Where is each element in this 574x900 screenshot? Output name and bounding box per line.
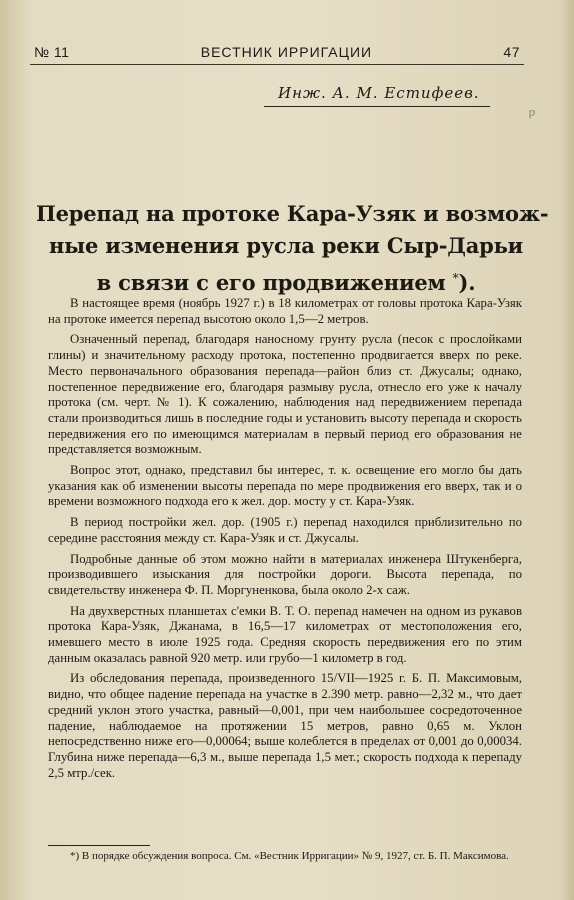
footnote-rule bbox=[48, 845, 150, 846]
header-rule bbox=[30, 64, 524, 65]
paragraph: Подробные данные об этом можно найти в материалах инженера Штукенберга, производившего изыскания для постройки дороги. Высота перепада, по свидетельству инженера Ф. П. Моргуненкова, была около 2-х саж. bbox=[48, 551, 522, 597]
issue-number: № 11 bbox=[34, 44, 70, 60]
title-line-3 bbox=[36, 262, 536, 299]
paragraph: Означенный перепад, благодаря наносному грунту русла (песок с прослойками глины) и значительному расходу протока, постепенно продвигается вверх по реке. Место первоначального образования перепада—район близ ст. Джусалы; однако, постепенное передвижение его, благодаря размыву русла, отнесло его уже к началу протока (см. черт. № 1). К сожалению, наблюдения над передвижением перепада стали производиться лишь в последние годы и установить высоту перепада и скорость передвижения его по имеющимся материалам в первый период его образования не представляется возможным. bbox=[48, 332, 522, 457]
author-line: Инж. А. М. Естифеев. bbox=[278, 84, 480, 102]
article-body bbox=[48, 296, 522, 786]
journal-title: ВЕСТНИК ИРРИГАЦИИ bbox=[200, 44, 373, 60]
title-line-3-text: в связи с его продвижением bbox=[96, 270, 446, 295]
page-number: 47 bbox=[503, 44, 520, 60]
margin-note: р bbox=[526, 105, 537, 120]
footnote-text: *) В порядке обсуждения вопроса. См. «Вестник Ирригации» № 9, 1927, ст. Б. П. Максимова. bbox=[70, 850, 509, 862]
running-header bbox=[34, 44, 520, 64]
paragraph: На двухверстных планшетах с'емки В. Т. О. перепад намечен на одном из рукавов протока Кара-Узяк, Джанама, в 16,5—17 километрах от местоположения его, имевшего место в июле 1925 года. Средняя скорость передвижения его по этим данным оказалась равной 920 метр. или грубо—1 километр в год. bbox=[48, 603, 522, 665]
paragraph: Из обследования перепада, произведенного 15/VII—1925 г. Б. П. Максимовым, видно, что общее падение перепада на участке в 2.390 метр. равно—2,32 м., что дает средний уклон этого участка, равный—0,001, при чем наибольшее сосредоточенное падение, наблюдаемое на протяжении 15 метров, равно 0,65 м. Уклон непосредственно ниже его—0,00064; выше колеблется в пределах от 0,001 до 0,00034. Глубина ниже перепада—6,3 м., выше перепада 1,5 мет.; скорость подхода к перепаду 2,5 мтр./сек. bbox=[48, 671, 522, 780]
paragraph: Вопрос этот, однако, представил бы интерес, т. к. освещение его могло бы дать указания как об изменении высоты перепада по мере продвижения его вверх, так и о времени возможного подхода его к жел. дор. мосту у ст. Кара-Узяк. bbox=[48, 463, 522, 509]
title-line-3-end: ). bbox=[458, 270, 476, 295]
footnote-mark: * bbox=[452, 271, 459, 285]
title-line-1: Перепад на протоке Кара-Узяк и возмож- bbox=[36, 201, 549, 226]
paragraph: В период постройки жел. дор. (1905 г.) перепад находился приблизительно по середине расстояния между ст. Кара-Узяк и ст. Джусалы. bbox=[48, 515, 522, 545]
footnote bbox=[48, 849, 522, 864]
author-underline bbox=[264, 106, 490, 107]
article-title bbox=[36, 198, 549, 299]
paragraph: В настоящее время (ноябрь 1927 г.) в 18 километрах от головы протока Кара-Узяк на протоке имеется перепад высотою около 1,5—2 метров. bbox=[48, 296, 522, 326]
title-line-2: ные изменения русла реки Сыр-Дарьи bbox=[48, 233, 524, 258]
